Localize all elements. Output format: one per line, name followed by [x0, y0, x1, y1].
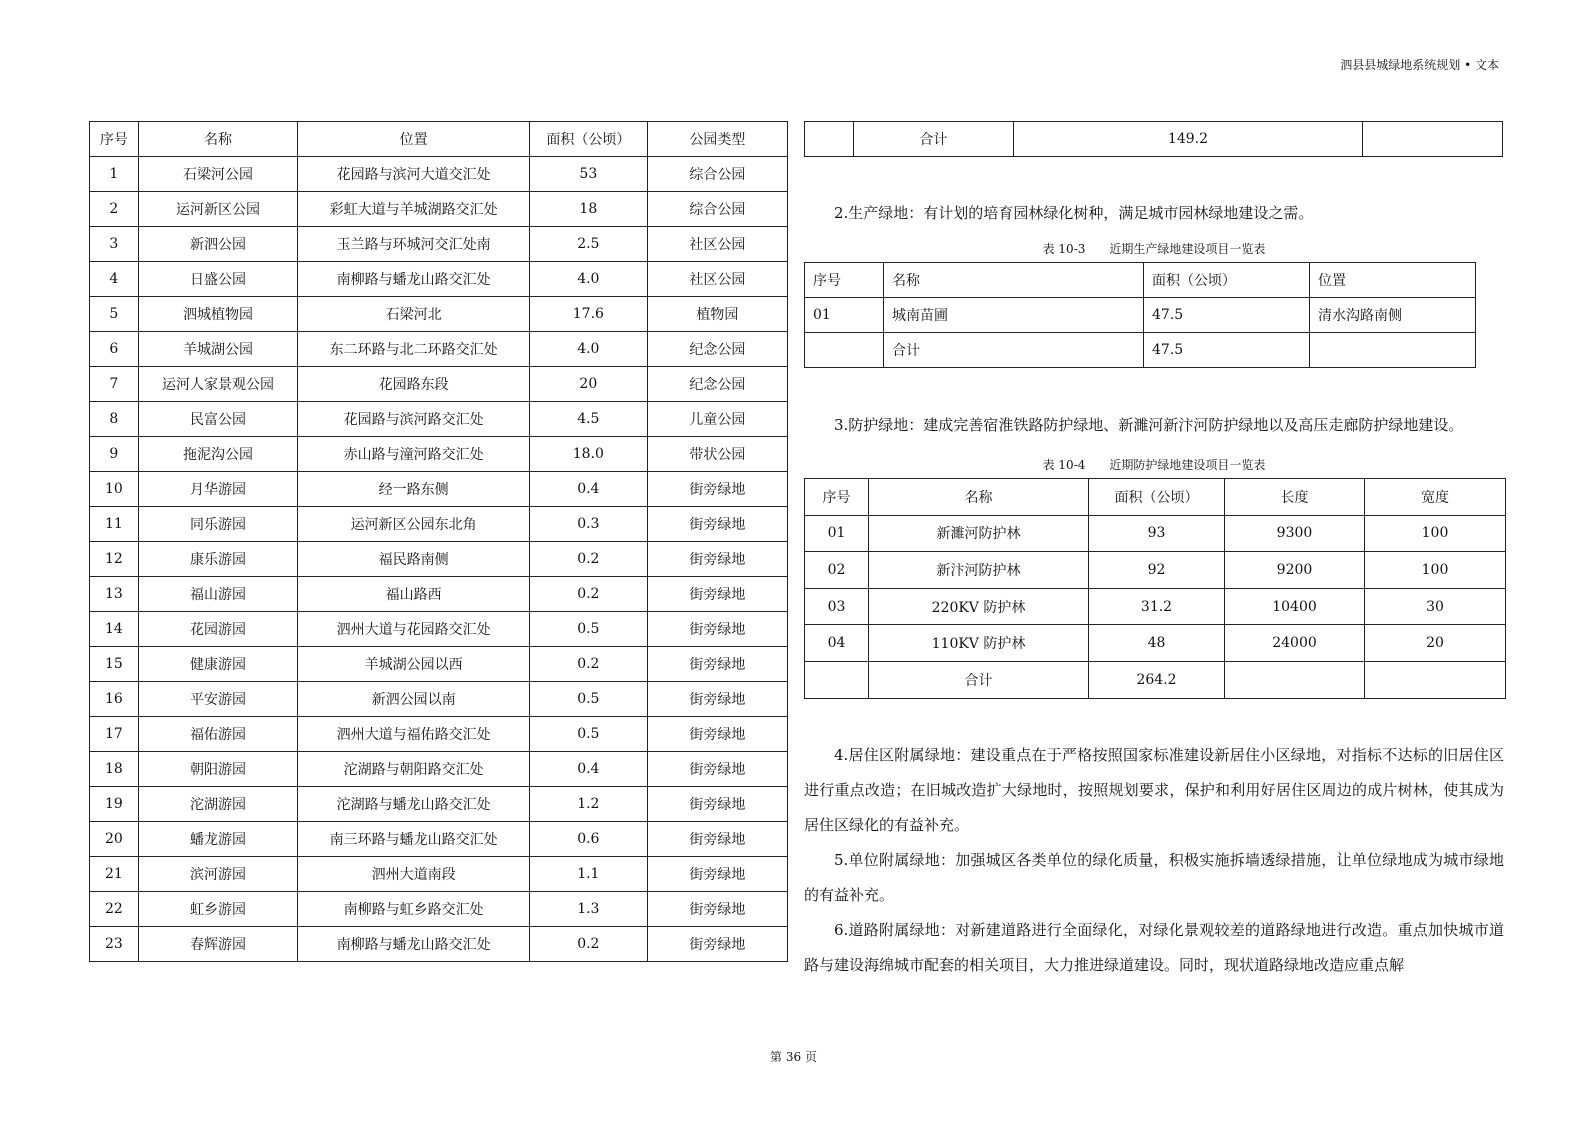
cell: 53	[529, 157, 647, 192]
prod-total-row	[805, 333, 1476, 368]
cell: 石梁河北	[298, 297, 530, 332]
cell: 0.4	[529, 472, 647, 507]
empty-cell	[1225, 661, 1365, 698]
empty-cell	[1310, 333, 1476, 368]
cell: 福山路西	[298, 577, 530, 612]
cell: 运河新区公园	[138, 192, 298, 227]
header-cell: 名称	[884, 263, 1144, 298]
cell: 24000	[1225, 625, 1365, 662]
table-row	[90, 157, 788, 192]
header-cell: 宽度	[1365, 479, 1506, 516]
cell: 0.2	[529, 577, 647, 612]
cell: 月华游园	[138, 472, 298, 507]
table-row	[90, 542, 788, 577]
cell: 健康游园	[138, 647, 298, 682]
cell: 10	[90, 472, 139, 507]
table-caption-10-4: 表 10-4 近期防护绿地建设项目一览表	[1042, 458, 1266, 472]
cell: 4.0	[529, 262, 647, 297]
cell: 23	[90, 927, 139, 962]
cell: 街旁绿地	[647, 752, 787, 787]
cell: 南三环路与蟠龙山路交汇处	[298, 822, 530, 857]
cell: 93	[1089, 515, 1225, 552]
cell: 街旁绿地	[647, 682, 787, 717]
cell: 平安游园	[138, 682, 298, 717]
cell: 街旁绿地	[647, 892, 787, 927]
park-total-table	[804, 121, 1503, 157]
prod-header-row	[805, 263, 1476, 298]
table-row	[90, 822, 788, 857]
cell: 泗城植物园	[138, 297, 298, 332]
cell: 福山游园	[138, 577, 298, 612]
cell: 01	[805, 515, 869, 552]
empty-cell	[805, 661, 869, 698]
table-row	[90, 682, 788, 717]
cell: 泗州大道南段	[298, 857, 530, 892]
production-green-table	[804, 262, 1476, 368]
total-value: 47.5	[1144, 333, 1310, 368]
cell: 3	[90, 227, 139, 262]
cell: 东二环路与北二环路交汇处	[298, 332, 530, 367]
park-table-header-row	[90, 122, 788, 157]
table-caption-10-3: 表 10-3 近期生产绿地建设项目一览表	[1042, 242, 1266, 256]
cell: 17	[90, 717, 139, 752]
cell: 日盛公园	[138, 262, 298, 297]
cell: 拖泥沟公园	[138, 437, 298, 472]
cell: 石梁河公园	[138, 157, 298, 192]
cell: 0.2	[529, 647, 647, 682]
table-row	[90, 752, 788, 787]
paragraph-protective-green: 3.防护绿地：建成完善宿淮铁路防护绿地、新濉河新汴河防护绿地以及高压走廊防护绿地建设。	[834, 416, 1464, 434]
total-value: 264.2	[1089, 661, 1225, 698]
empty-cell	[805, 333, 884, 368]
cell: 11	[90, 507, 139, 542]
cell: 31.2	[1089, 588, 1225, 625]
cell: 街旁绿地	[647, 787, 787, 822]
header-cell: 公园类型	[647, 122, 787, 157]
table-row	[90, 472, 788, 507]
cell: 福民路南侧	[298, 542, 530, 577]
cell: 社区公园	[647, 262, 787, 297]
cell: 蟠龙游园	[138, 822, 298, 857]
cell: 20	[529, 367, 647, 402]
protective-green-table	[804, 478, 1506, 699]
cell: 4	[90, 262, 139, 297]
cell: 18.0	[529, 437, 647, 472]
cell: 14	[90, 612, 139, 647]
cell: 街旁绿地	[647, 612, 787, 647]
cell: 花园路与滨河路交汇处	[298, 402, 530, 437]
cell: 街旁绿地	[647, 542, 787, 577]
cell: 5	[90, 297, 139, 332]
cell: 康乐游园	[138, 542, 298, 577]
cell: 综合公园	[647, 157, 787, 192]
cell: 220KV 防护林	[869, 588, 1089, 625]
table-row	[90, 577, 788, 612]
cell: 综合公园	[647, 192, 787, 227]
table-row	[90, 402, 788, 437]
cell: 街旁绿地	[647, 927, 787, 962]
cell: 7	[90, 367, 139, 402]
cell: 街旁绿地	[647, 472, 787, 507]
table-row	[805, 515, 1506, 552]
cell: 沱湖游园	[138, 787, 298, 822]
cell: 羊城湖公园	[138, 332, 298, 367]
total-label: 合计	[884, 333, 1144, 368]
cell: 1.2	[529, 787, 647, 822]
cell: 彩虹大道与羊城湖路交汇处	[298, 192, 530, 227]
cell: 新泗公园以南	[298, 682, 530, 717]
cell: 0.2	[529, 927, 647, 962]
header-cell: 序号	[805, 263, 884, 298]
cell: 民富公园	[138, 402, 298, 437]
paragraph-residential-green: 4.居住区附属绿地：建设重点在于严格按照国家标准建设新居住小区绿地，对指标不达标的旧居住区进行重点改造；在旧城改造扩大绿地时，按照规划要求，保护和利用好居住区周边的成片树林，使其成为居住区绿化的有益补充。	[804, 746, 1504, 834]
cell: 20	[90, 822, 139, 857]
cell: 2	[90, 192, 139, 227]
table-row	[90, 857, 788, 892]
cell: 街旁绿地	[647, 822, 787, 857]
cell: 花园路东段	[298, 367, 530, 402]
table-row	[805, 588, 1506, 625]
cell: 春辉游园	[138, 927, 298, 962]
table-row	[90, 192, 788, 227]
total-label: 合计	[869, 661, 1089, 698]
paragraph-production-green: 2.生产绿地：有计划的培育园林绿化树种，满足城市园林绿地建设之需。	[834, 204, 1314, 222]
cell: 儿童公园	[647, 402, 787, 437]
cell: 13	[90, 577, 139, 612]
cell: 南柳路与蟠龙山路交汇处	[298, 262, 530, 297]
cell: 福佑游园	[138, 717, 298, 752]
cell: 泗州大道与花园路交汇处	[298, 612, 530, 647]
cell: 02	[805, 552, 869, 589]
cell: 48	[1089, 625, 1225, 662]
cell: 0.6	[529, 822, 647, 857]
table-row	[90, 717, 788, 752]
cell: 15	[90, 647, 139, 682]
cell: 21	[90, 857, 139, 892]
cell: 100	[1365, 552, 1506, 589]
cell: 植物园	[647, 297, 787, 332]
table-row	[90, 507, 788, 542]
table-row	[90, 262, 788, 297]
cell: 街旁绿地	[647, 857, 787, 892]
prot-header-row	[805, 479, 1506, 516]
cell: 17.6	[529, 297, 647, 332]
total-label: 合计	[853, 122, 1013, 157]
cell: 社区公园	[647, 227, 787, 262]
cell: 30	[1365, 588, 1506, 625]
cell: 100	[1365, 515, 1506, 552]
empty-cell	[1362, 122, 1502, 157]
cell: 朝阳游园	[138, 752, 298, 787]
cell: 沱湖路与蟠龙山路交汇处	[298, 787, 530, 822]
table-row	[805, 552, 1506, 589]
document-header: 泗县县城绿地系统规划 • 文本	[1340, 58, 1499, 72]
header-cell: 面积（公顷）	[529, 122, 647, 157]
cell: 0.5	[529, 612, 647, 647]
cell: 纪念公园	[647, 367, 787, 402]
cell: 2.5	[529, 227, 647, 262]
cell: 街旁绿地	[647, 647, 787, 682]
park-table-body	[90, 157, 788, 962]
header-cell: 序号	[90, 122, 139, 157]
cell: 南柳路与蟠龙山路交汇处	[298, 927, 530, 962]
table-row	[90, 612, 788, 647]
table-row	[90, 647, 788, 682]
cell: 运河新区公园东北角	[298, 507, 530, 542]
cell: 羊城湖公园以西	[298, 647, 530, 682]
cell: 街旁绿地	[647, 577, 787, 612]
table-row	[90, 227, 788, 262]
header-cell: 名称	[138, 122, 298, 157]
cell: 1.3	[529, 892, 647, 927]
prot-total-row	[805, 661, 1506, 698]
cell: 南柳路与虹乡路交汇处	[298, 892, 530, 927]
cell: 110KV 防护林	[869, 625, 1089, 662]
empty-cell	[1365, 661, 1506, 698]
table-row	[90, 332, 788, 367]
cell: 16	[90, 682, 139, 717]
cell: 花园游园	[138, 612, 298, 647]
cell: 10400	[1225, 588, 1365, 625]
empty-cell	[805, 122, 854, 157]
cell: 1.1	[529, 857, 647, 892]
cell: 6	[90, 332, 139, 367]
cell: 47.5	[1144, 298, 1310, 333]
cell: 22	[90, 892, 139, 927]
cell: 92	[1089, 552, 1225, 589]
cell: 9300	[1225, 515, 1365, 552]
header-cell: 长度	[1225, 479, 1365, 516]
cell: 4.0	[529, 332, 647, 367]
table-row	[90, 367, 788, 402]
cell: 0.2	[529, 542, 647, 577]
total-value: 149.2	[1013, 122, 1362, 157]
cell: 街旁绿地	[647, 507, 787, 542]
header-cell: 位置	[298, 122, 530, 157]
cell: 街旁绿地	[647, 717, 787, 752]
cell: 12	[90, 542, 139, 577]
cell: 泗州大道与福佑路交汇处	[298, 717, 530, 752]
cell: 18	[90, 752, 139, 787]
header-cell: 序号	[805, 479, 869, 516]
header-cell: 面积（公顷）	[1089, 479, 1225, 516]
cell: 03	[805, 588, 869, 625]
cell: 花园路与滨河大道交汇处	[298, 157, 530, 192]
cell: 19	[90, 787, 139, 822]
cell: 虹乡游园	[138, 892, 298, 927]
cell: 沱湖路与朝阳路交汇处	[298, 752, 530, 787]
table-row	[805, 625, 1506, 662]
cell: 01	[805, 298, 884, 333]
table-row	[90, 892, 788, 927]
table-row	[90, 787, 788, 822]
cell: 城南苗圃	[884, 298, 1144, 333]
cell: 0.5	[529, 682, 647, 717]
cell: 带状公园	[647, 437, 787, 472]
cell: 滨河游园	[138, 857, 298, 892]
cell: 新汴河防护林	[869, 552, 1089, 589]
page-number: 第 36 页	[770, 1050, 817, 1064]
cell: 18	[529, 192, 647, 227]
cell: 新泗公园	[138, 227, 298, 262]
table-row	[90, 297, 788, 332]
cell: 新濉河防护林	[869, 515, 1089, 552]
paragraph-road-green: 6.道路附属绿地：对新建道路进行全面绿化，对绿化景观较差的道路绿地进行改造。重点加快城市道路与建设海绵城市配套的相关项目，大力推进绿道建设。同时，现状道路绿地改造应重点解	[804, 921, 1504, 974]
cell: 9	[90, 437, 139, 472]
park-table	[89, 121, 788, 962]
park-total-row	[805, 122, 1503, 157]
cell: 运河人家景观公园	[138, 367, 298, 402]
cell: 经一路东侧	[298, 472, 530, 507]
cell: 同乐游园	[138, 507, 298, 542]
cell: 清水沟路南侧	[1310, 298, 1476, 333]
cell: 20	[1365, 625, 1506, 662]
cell: 赤山路与潼河路交汇处	[298, 437, 530, 472]
cell: 0.4	[529, 752, 647, 787]
cell: 04	[805, 625, 869, 662]
table-row	[90, 927, 788, 962]
cell: 9200	[1225, 552, 1365, 589]
header-cell: 名称	[869, 479, 1089, 516]
cell: 8	[90, 402, 139, 437]
cell: 玉兰路与环城河交汇处南	[298, 227, 530, 262]
table-row	[805, 298, 1476, 333]
table-row	[90, 437, 788, 472]
cell: 纪念公园	[647, 332, 787, 367]
cell: 0.3	[529, 507, 647, 542]
cell: 0.5	[529, 717, 647, 752]
cell: 4.5	[529, 402, 647, 437]
header-cell: 面积（公顷）	[1144, 263, 1310, 298]
header-cell: 位置	[1310, 263, 1476, 298]
paragraph-unit-green: 5.单位附属绿地：加强城区各类单位的绿化质量，积极实施拆墙透绿措施，让单位绿地成为城市绿地的有益补充。	[804, 851, 1504, 904]
cell: 1	[90, 157, 139, 192]
